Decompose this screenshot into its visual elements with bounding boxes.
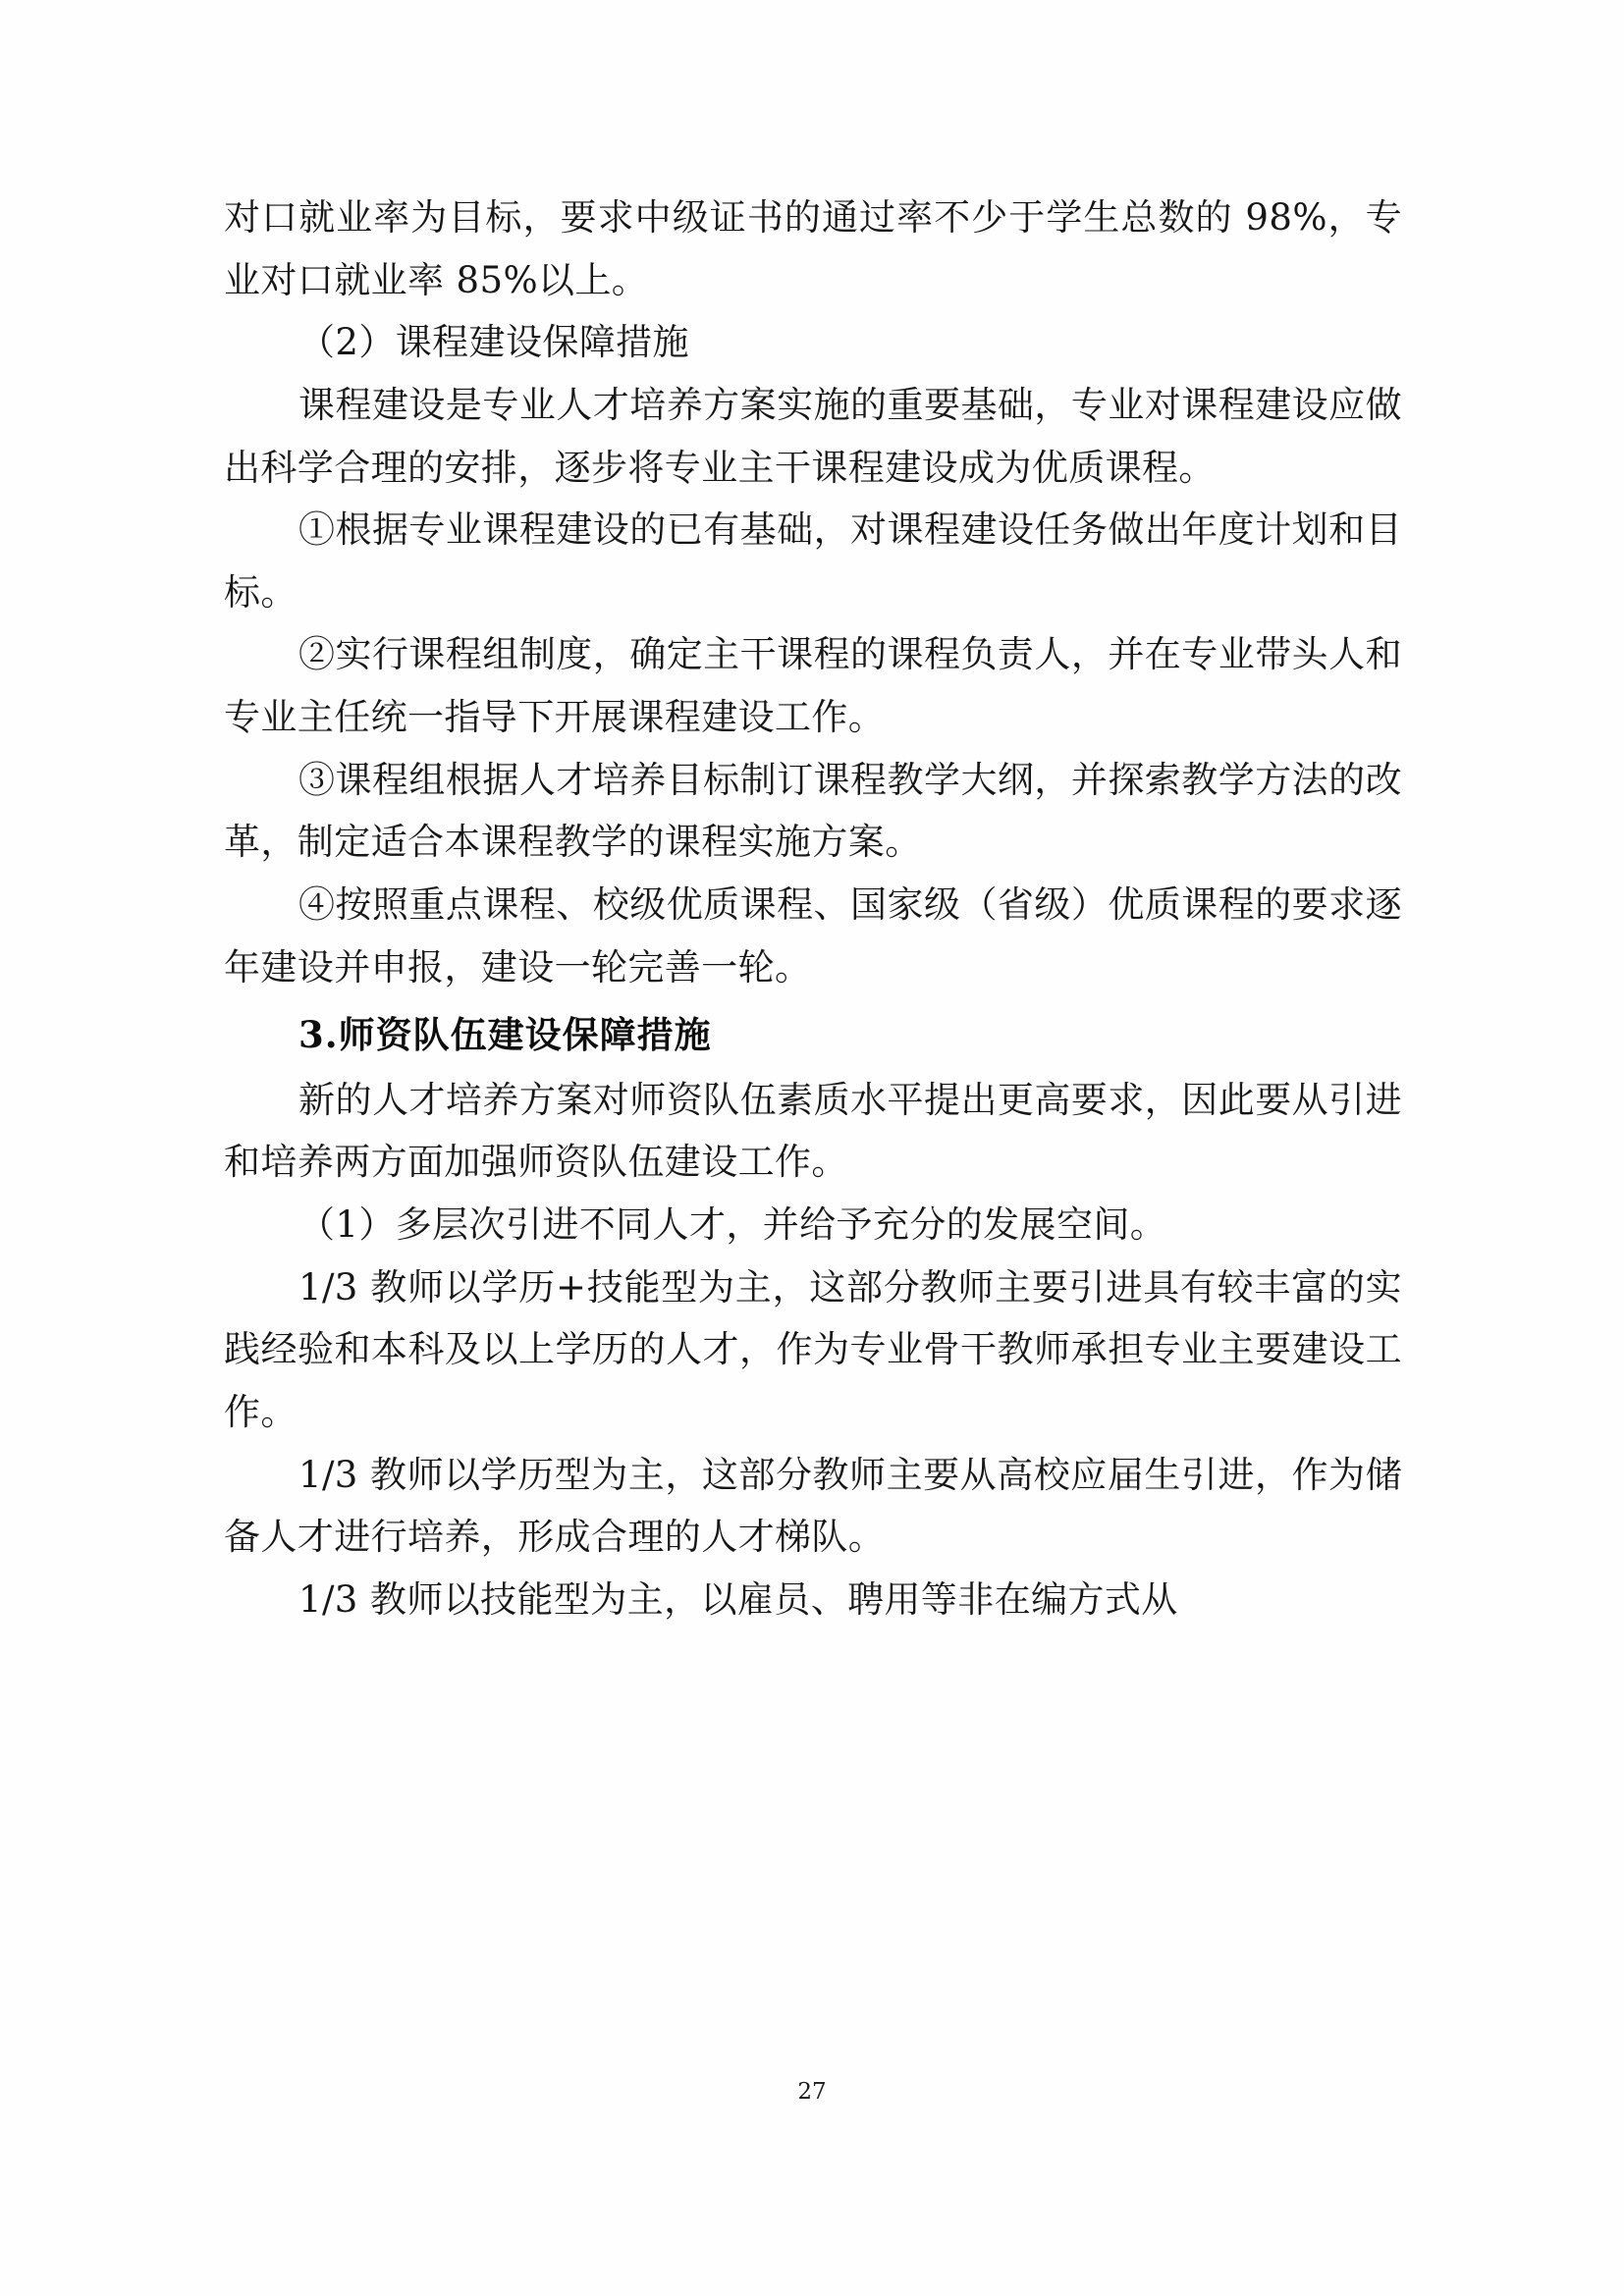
paragraph: 1/3 教师以学历型为主，这部分教师主要从高校应届生引进，作为储备人才进行培养，形成合理的人才梯队。 [224,1453,1402,1559]
paragraph: 课程建设是专业人才培养方案实施的重要基础，专业对课程建设应做出科学合理的安排，逐步将专业主干课程建设成为优质课程。 [224,383,1402,489]
paragraph: 1/3 教师以技能型为主，以雇员、聘用等非在编方式从 [298,1577,1178,1621]
paragraph: 对口就业率为目标，要求中级证书的通过率不少于学生总数的 98%，专业对口就业率 85%以上。 [224,196,1402,301]
page-content [224,187,1402,1630]
paragraph: （2）课程建设保障措施 [298,321,689,364]
paragraph: ①根据专业课程建设的已有基础，对课程建设任务做出年度计划和目标。 [224,508,1402,614]
paragraph: 1/3 教师以学历+技能型为主，这部分教师主要引进具有较丰富的实践经验和本科及以上学历的人才，作为专业骨干教师承担专业主要建设工作。 [224,1265,1402,1433]
section-heading: 3.师资队伍建设保障措施 [298,1013,712,1057]
paragraph: ②实行课程组制度，确定主干课程的课程负责人，并在专业带头人和专业主任统一指导下开展课程建设工作。 [224,633,1402,738]
page-number: 27 [797,2079,827,2105]
paragraph: ③课程组根据人才培养目标制订课程教学大纲，并探索教学方法的改革，制定适合本课程教学的课程实施方案。 [224,758,1402,864]
paragraph: 新的人才培养方案对师资队伍素质水平提出更高要求，因此要从引进和培养两方面加强师资队伍建设工作。 [224,1078,1402,1184]
paragraph: ④按照重点课程、校级优质课程、国家级（省级）优质课程的要求逐年建设并申报，建设一轮完善一轮。 [224,882,1402,988]
paragraph: （1）多层次引进不同人才，并给予充分的发展空间。 [298,1203,1167,1246]
